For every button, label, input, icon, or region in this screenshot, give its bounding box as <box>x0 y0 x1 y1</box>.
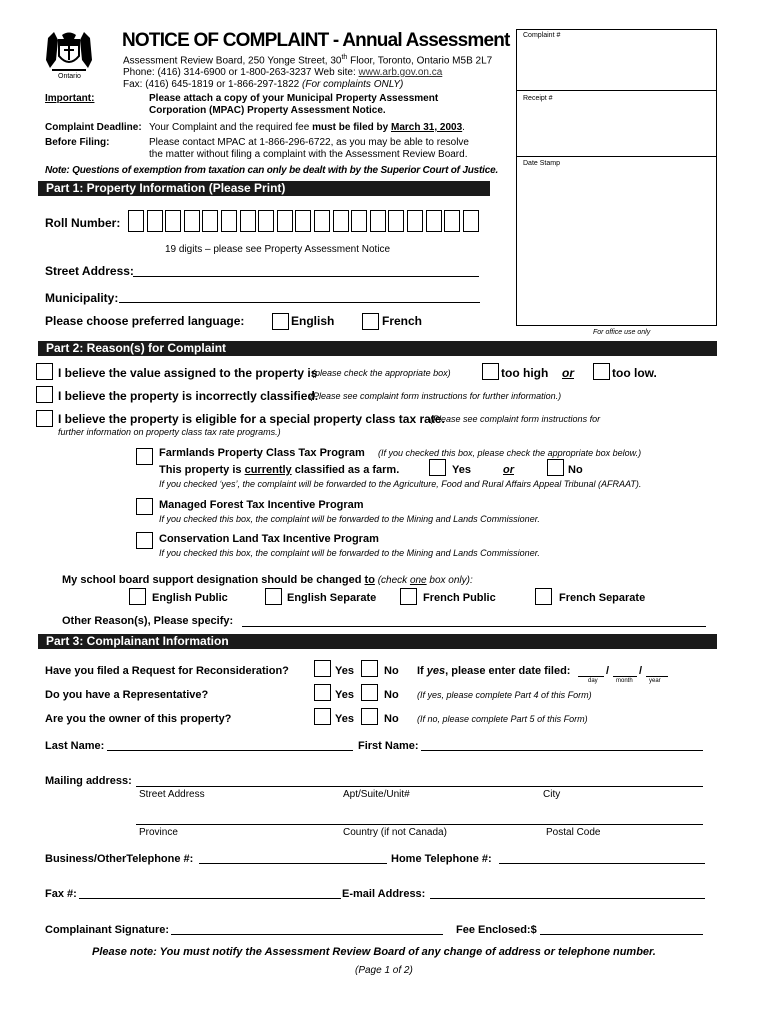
school-board-question <box>62 574 473 586</box>
date-filed-label <box>417 665 570 677</box>
part1-heading: Part 1: Property Information (Please Print) <box>38 181 490 196</box>
street-address-label: Street Address: <box>45 264 134 278</box>
mailing-address-text: Mailing address <box>45 775 129 787</box>
english-public-checkbox[interactable] <box>129 588 146 605</box>
date-stamp-box <box>516 156 717 326</box>
country-caption: Country (if not Canada) <box>343 827 447 838</box>
reconsideration-yes-label: Yes <box>335 665 354 677</box>
school-hint-post: box only): <box>426 575 473 586</box>
date-filed-year-field[interactable] <box>646 676 668 677</box>
crest-label: Ontario <box>58 73 81 80</box>
municipality-label: Municipality: <box>45 291 119 305</box>
farm-note: If you checked ‘yes’, the complaint will be forwarded to the Agriculture, Food and Rural Affairs Appeal Tribunal (AFRAAT). <box>159 479 642 489</box>
school-question-to: to <box>364 574 375 586</box>
representative-no-checkbox[interactable] <box>361 684 378 701</box>
city-caption: City <box>543 789 561 800</box>
roll-digit-box[interactable] <box>147 210 163 232</box>
office-use-label: For office use only <box>593 329 651 336</box>
important-label: Important: <box>45 93 95 104</box>
roll-digit-box[interactable] <box>333 210 349 232</box>
date-slash-2: / <box>639 665 643 677</box>
roll-digit-box[interactable] <box>463 210 479 232</box>
reconsideration-no-checkbox[interactable] <box>361 660 378 677</box>
complaint-number-box <box>516 29 717 91</box>
too-high-label: too high <box>501 366 549 380</box>
tax-rate-reason-hint: (Please see complaint form instructions for <box>430 414 601 424</box>
tax-rate-reason-checkbox[interactable] <box>36 410 53 427</box>
home-telephone-field[interactable] <box>499 863 705 864</box>
roll-digit-box[interactable] <box>258 210 274 232</box>
fee-enclosed-field[interactable] <box>540 934 703 935</box>
street-address-field[interactable] <box>133 276 479 277</box>
first-name-text: First Name <box>358 740 415 752</box>
day-label: day <box>588 678 598 684</box>
farm-or-label: or <box>503 464 514 476</box>
roll-digit-box[interactable] <box>426 210 442 232</box>
representative-yes-checkbox[interactable] <box>314 684 331 701</box>
managed-forest-checkbox[interactable] <box>136 498 153 515</box>
first-name-label: First Name: <box>358 740 419 752</box>
other-reasons-label: Other Reason(s), Please specify: <box>62 615 234 627</box>
signature-field[interactable] <box>171 934 443 935</box>
fee-enclosed-label: Fee Enclosed:$ <box>456 924 537 936</box>
classification-reason-text: I believe the property is incorrectly classified. <box>58 389 319 403</box>
too-low-checkbox[interactable] <box>593 363 610 380</box>
representative-no-label: No <box>384 689 399 701</box>
signature-text: Complainant Signature <box>45 924 166 936</box>
farm-question-currently: currently <box>244 464 292 476</box>
fax-field[interactable] <box>79 898 341 899</box>
municipality-field[interactable] <box>119 302 480 303</box>
before-filing-text: Please contact MPAC at 1-866-296-6722, as you may be able to resolve the matter without filing a complaint with the Assessment Review Board. <box>149 137 469 160</box>
representative-question: Do you have a Representative? <box>45 689 209 701</box>
fax-note: (For complaints ONLY) <box>302 79 404 90</box>
roll-digit-box[interactable] <box>184 210 200 232</box>
province-caption: Province <box>139 827 178 838</box>
roll-digit-box[interactable] <box>165 210 181 232</box>
deadline-text <box>149 122 465 133</box>
roll-digit-box[interactable] <box>202 210 218 232</box>
date-filed-yes: yes <box>426 665 446 677</box>
page-number: (Page 1 of 2) <box>355 965 413 976</box>
roll-digit-box[interactable] <box>388 210 404 232</box>
roll-digit-box[interactable] <box>240 210 256 232</box>
address-text-end: Floor, Toronto, Ontario M5B 2L7 <box>347 55 493 67</box>
page-title: NOTICE OF COMPLAINT - Annual Assessment <box>122 30 510 51</box>
arb-fax <box>123 79 403 90</box>
home-telephone-label: Home Telephone #: <box>391 853 492 865</box>
exemption-note: Note: Questions of exemption from taxation can only be dealt with by the Superior Court of Justice. <box>45 165 499 176</box>
school-hint-pre: (check <box>374 575 410 586</box>
postal-code-caption: Postal Code <box>546 827 601 838</box>
receipt-number-box <box>516 90 717 157</box>
or-label: or <box>562 366 574 380</box>
deadline-pre: Your Complaint and the required fee <box>149 122 313 133</box>
complaint-number-label: Complaint # <box>523 32 561 39</box>
last-name-label: Last Name: <box>45 740 105 752</box>
classification-reason-hint: (Please see complaint form instructions for further information.) <box>310 391 562 401</box>
owner-hint: (If no, please complete Part 5 of this Form) <box>417 714 588 724</box>
french-separate-checkbox[interactable] <box>535 588 552 605</box>
date-filed-pre: If <box>417 665 427 677</box>
farm-question-post: classified as a farm. <box>291 464 400 476</box>
too-low-label: too low. <box>612 366 657 380</box>
roll-digit-box[interactable] <box>221 210 237 232</box>
farmlands-title: Farmlands Property Class Tax Program <box>159 447 365 459</box>
deadline-bold: must be filed by <box>312 122 391 133</box>
english-language-label: English <box>291 314 335 328</box>
owner-no-label: No <box>384 713 399 725</box>
value-reason-hint: (please check the appropriate box) <box>312 368 451 378</box>
roll-digit-box[interactable] <box>444 210 460 232</box>
conservation-land-note: If you checked this box, the complaint will be forwarded to the Mining and Lands Commissioner. <box>159 548 540 558</box>
french-separate-label: French Separate <box>559 592 646 604</box>
managed-forest-title: Managed Forest Tax Incentive Program <box>159 499 364 511</box>
reconsideration-question: Have you filed a Request for Reconsideration? <box>45 665 289 677</box>
farm-yes-label: Yes <box>452 464 471 476</box>
fax-label: Fax #: <box>45 888 77 900</box>
date-filed-day-field[interactable] <box>578 676 604 677</box>
roll-digit-box[interactable] <box>370 210 386 232</box>
date-stamp-label: Date Stamp <box>523 160 560 167</box>
mailing-address-line1-field[interactable] <box>136 786 703 787</box>
language-label: Please choose preferred language: <box>45 314 245 328</box>
mailing-address-label: Mailing address: <box>45 775 132 787</box>
roll-digit-box[interactable] <box>407 210 423 232</box>
english-separate-label: English Separate <box>287 592 377 604</box>
english-separate-checkbox[interactable] <box>265 588 282 605</box>
signature-label: Complainant Signature: <box>45 924 170 936</box>
date-slash-1: / <box>606 665 610 677</box>
french-language-label: French <box>382 314 423 328</box>
address-text: Assessment Review Board, 250 Yonge Street, 30 <box>123 55 342 67</box>
part2-heading: Part 2: Reason(s) for Complaint <box>38 341 717 356</box>
reconsideration-yes-checkbox[interactable] <box>314 660 331 677</box>
owner-yes-label: Yes <box>335 713 354 725</box>
farmlands-hint: (If you checked this box, please check the appropriate box below.) <box>378 448 642 458</box>
last-name-text: Last Name <box>45 740 101 752</box>
ontario-crest-logo <box>44 30 94 80</box>
roll-digit-box[interactable] <box>295 210 311 232</box>
date-filed-post: , please enter date filed: <box>445 665 571 677</box>
english-language-checkbox[interactable] <box>272 313 289 330</box>
tax-rate-reason-text: I believe the property is eligible for a special property class tax rate. <box>58 412 445 426</box>
phone-text: Phone: (416) 314-6900 or 1-800-263-3237 Web site: <box>123 67 359 78</box>
reconsideration-no-label: No <box>384 665 399 677</box>
value-reason-text: I believe the value assigned to the property is <box>58 366 318 380</box>
arb-phone <box>123 67 442 78</box>
month-label: month <box>616 678 633 684</box>
roll-digit-box[interactable] <box>314 210 330 232</box>
deadline-end: . <box>462 122 465 133</box>
fax-text: Fax: (416) 645-1819 or 1-866-297-1822 <box>123 79 303 90</box>
farm-question-pre: This property is <box>159 464 245 476</box>
arb-address <box>123 54 492 66</box>
tax-rate-reason-hint-2: further information on property class tax rate programs.) <box>58 427 281 437</box>
school-hint-one: one <box>409 575 427 586</box>
crest-icon <box>44 30 94 74</box>
email-label: E-mail Address: <box>342 888 426 900</box>
owner-yes-checkbox[interactable] <box>314 708 331 725</box>
business-telephone-label: Business/OtherTelephone #: <box>45 853 194 865</box>
please-note: Please note: You must notify the Assessment Review Board of any change of address or telephone number. <box>92 946 656 958</box>
before-filing-label: Before Filing: <box>45 137 110 148</box>
roll-digit-box[interactable] <box>351 210 367 232</box>
too-high-checkbox[interactable] <box>482 363 499 380</box>
last-name-field[interactable] <box>107 750 353 751</box>
managed-forest-note: If you checked this box, the complaint will be forwarded to the Mining and Lands Commissioner. <box>159 514 540 524</box>
farmlands-checkbox[interactable] <box>136 448 153 465</box>
representative-yes-label: Yes <box>335 689 354 701</box>
address-sup: th <box>341 54 348 61</box>
business-telephone-field[interactable] <box>199 863 387 864</box>
important-text: Please attach a copy of your Municipal Property Assessment Corporation (MPAC) Property Assessment Notice. <box>149 93 439 116</box>
representative-hint: (If yes, please complete Part 4 of this Form) <box>417 690 592 700</box>
roll-digit-box[interactable] <box>277 210 293 232</box>
conservation-land-title: Conservation Land Tax Incentive Program <box>159 533 379 545</box>
other-reasons-field[interactable] <box>242 626 706 627</box>
farm-no-label: No <box>568 464 583 476</box>
first-name-field[interactable] <box>421 750 703 751</box>
farm-question <box>159 464 399 476</box>
owner-no-checkbox[interactable] <box>361 708 378 725</box>
classification-reason-checkbox[interactable] <box>36 386 53 403</box>
deadline-label: Complaint Deadline: <box>45 122 142 133</box>
farm-no-checkbox[interactable] <box>547 459 564 476</box>
french-public-checkbox[interactable] <box>400 588 417 605</box>
value-reason-checkbox[interactable] <box>36 363 53 380</box>
school-question-pre: My school board support designation should be changed <box>62 574 365 586</box>
deadline-date: March 31, 2003 <box>390 122 463 133</box>
year-label: year <box>649 678 661 684</box>
farm-yes-checkbox[interactable] <box>429 459 446 476</box>
french-public-label: French Public <box>423 592 496 604</box>
french-language-checkbox[interactable] <box>362 313 379 330</box>
owner-question: Are you the owner of this property? <box>45 713 232 725</box>
receipt-number-label: Receipt # <box>523 95 553 102</box>
email-field[interactable] <box>430 898 705 899</box>
mailing-address-line2-field[interactable] <box>136 824 703 825</box>
conservation-land-checkbox[interactable] <box>136 532 153 549</box>
website-link[interactable]: www.arb.gov.on.ca <box>358 67 443 78</box>
english-public-label: English Public <box>152 592 228 604</box>
apt-caption: Apt/Suite/Unit# <box>343 789 410 800</box>
date-filed-month-field[interactable] <box>613 676 637 677</box>
street-address-caption: Street Address <box>139 789 205 800</box>
roll-number-hint: 19 digits – please see Property Assessment Notice <box>165 244 391 255</box>
roll-number-label: Roll Number: <box>45 216 121 230</box>
roll-digit-box[interactable] <box>128 210 144 232</box>
part3-heading: Part 3: Complainant Information <box>38 634 717 649</box>
